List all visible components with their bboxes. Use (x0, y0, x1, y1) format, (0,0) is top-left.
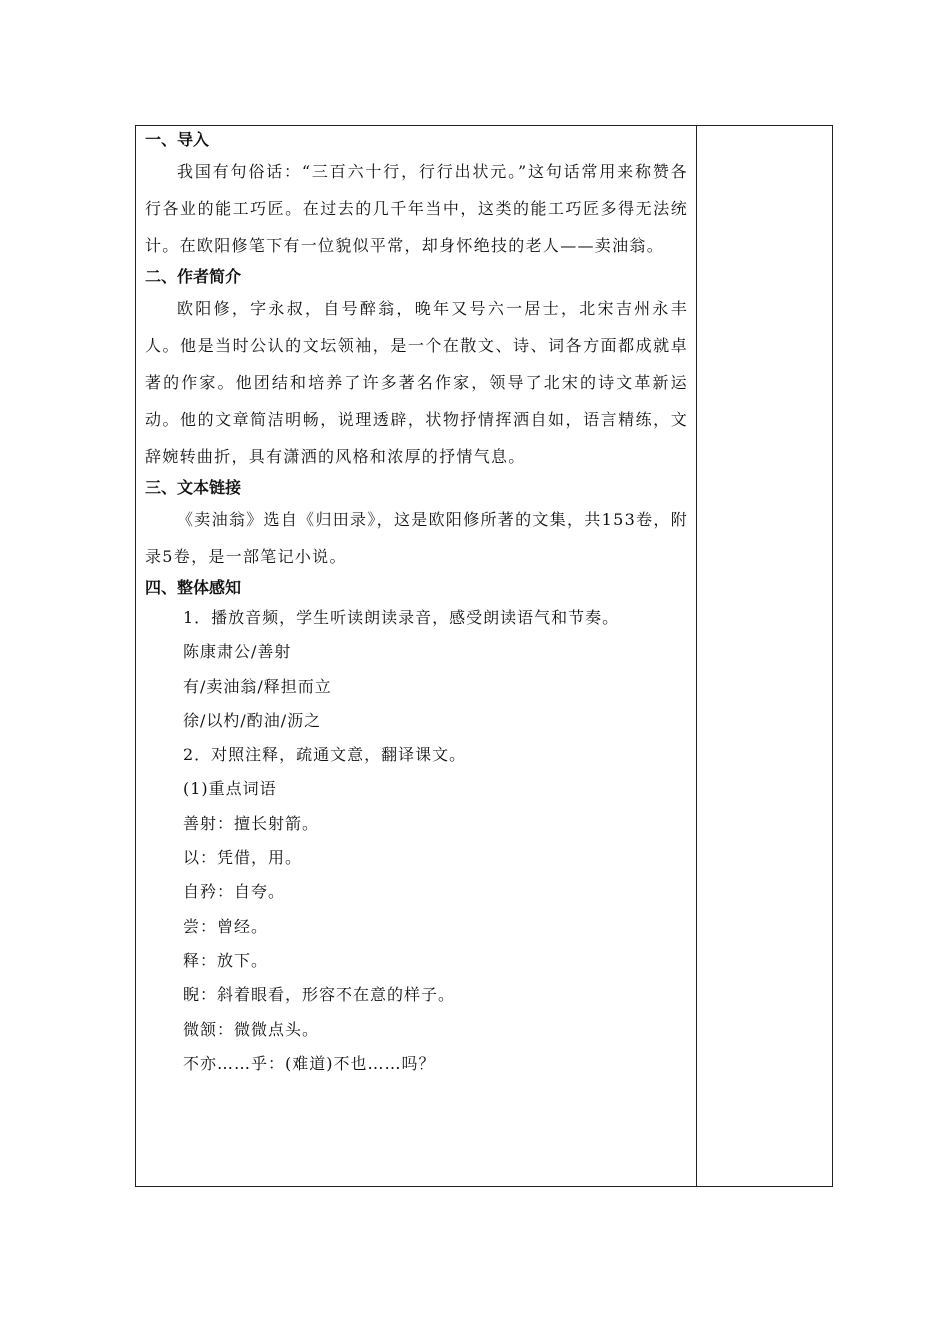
list-item: 微颔：微微点头。 (183, 1019, 320, 1039)
list-item: 不亦……乎：(难道)不也……吗？ (183, 1053, 436, 1073)
list-item: 陈康肃公/善射 (183, 642, 292, 662)
section-heading-text-link: 三、文本链接 (145, 478, 242, 497)
section-paragraph-text-link: 《卖油翁》选自《归田录》，这是欧阳修所著的文集，共153卷，附录5卷，是一部笔记小说。 (145, 510, 688, 566)
notes-cell (697, 126, 832, 1186)
list-item: 2．对照注释，疏通文意，翻译课文。 (183, 745, 467, 765)
section-heading-author: 二、作者简介 (145, 267, 242, 286)
section-heading-overview: 四、整体感知 (145, 578, 242, 597)
section-paragraph-author: 欧阳修，字永叔，自号醉翁，晚年又号六一居士，北宋吉州永丰人。他是当时公认的文坛领袖，是一个在散文、诗、词各方面都成就卓著的作家。他团结和培养了许多著名作家，领导了北宋的诗文革新运动。他的文章简洁明畅，说理透辟，状物抒情挥洒自如，语言精练，文辞婉转曲折，具有潇洒的风格和浓厚的抒情气息。 (145, 299, 688, 466)
list-item: 自矜：自夸。 (183, 882, 286, 902)
list-item: 有/卖油翁/释担而立 (183, 676, 332, 696)
list-item: 以：凭借，用。 (183, 848, 303, 868)
section-heading-intro: 一、导入 (145, 130, 210, 149)
list-item: (1)重点词语 (183, 779, 277, 799)
list-item: 徐/以杓/酌油/沥之 (183, 710, 322, 730)
list-item: 尝：曾经。 (183, 916, 269, 936)
list-item: 1．播放音频，学生听读朗读录音，感受朗读语气和节奏。 (183, 608, 620, 627)
list-item: 释：放下。 (183, 950, 269, 970)
content-cell (136, 126, 697, 1186)
lesson-table (135, 125, 833, 1187)
section-paragraph-intro: 我国有句俗话：“三百六十行，行行出状元。”这句话常用来称赞各行各业的能工巧匠。在过去的几千年当中，这类的能工巧匠多得无法统计。在欧阳修笔下有一位貌似平常，却身怀绝技的老人——卖油翁。 (145, 162, 688, 255)
list-item: 睨：斜着眼看，形容不在意的样子。 (183, 985, 456, 1005)
list-item: 善射：擅长射箭。 (183, 813, 320, 833)
